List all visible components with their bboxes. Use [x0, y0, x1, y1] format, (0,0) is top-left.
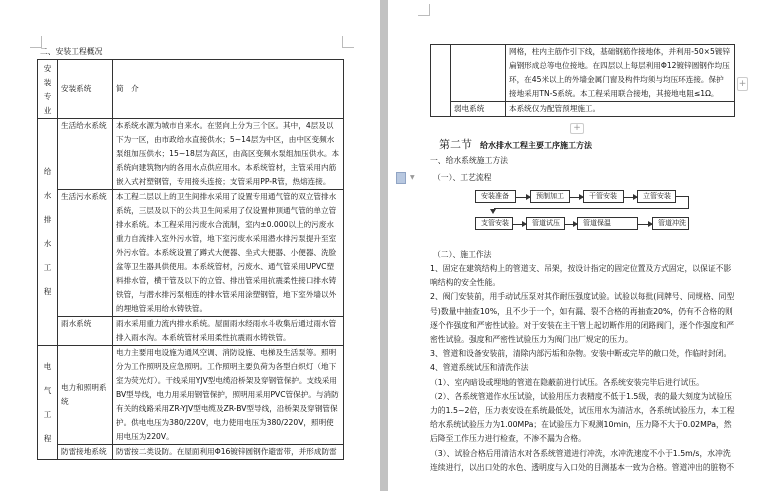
system-cell	[451, 45, 506, 102]
chapter-number: 第二节	[439, 138, 472, 151]
table-row	[38, 445, 344, 460]
flow-step: 预制加工	[530, 190, 570, 203]
system-cell: 生活污水系统	[58, 190, 113, 317]
flow-arrow	[624, 197, 637, 198]
table-row	[431, 45, 735, 102]
system-cell: 雨水系统	[58, 317, 113, 346]
section-heading: 二、安装工程概况	[40, 47, 103, 56]
system-cell: 防雷接地系统	[58, 445, 113, 460]
flow-step: 管道保温	[577, 217, 638, 230]
heading-3: （二）、施工作法	[433, 250, 492, 259]
body-text	[430, 262, 736, 475]
table-row	[38, 119, 344, 190]
flow-step: 干管安装	[583, 190, 624, 203]
flow-arrow	[490, 209, 496, 214]
flow-step: 支管安装	[475, 217, 513, 230]
heading-2: （一）、工艺流程	[433, 173, 492, 182]
table-row	[38, 317, 344, 346]
page-corner-mark	[418, 4, 430, 16]
chapter-title: 给水排水工程主要工序施工方法	[480, 141, 592, 150]
heading-1: 一、给水系统施工方法	[430, 156, 508, 165]
description-cell: 雨水采用重力流内排水系统。屋面雨水经雨水斗收集后通过雨水管排入雨水沟。本系统管材采用柔性抗震雨水铸铁管。	[113, 317, 344, 346]
flow-connector	[494, 208, 689, 209]
flow-step: 立管安装	[637, 190, 676, 203]
table-row	[38, 190, 344, 317]
page-gap	[380, 0, 388, 491]
system-cell: 弱电系统	[451, 102, 506, 117]
discipline-cell: 电气工程	[38, 346, 58, 460]
description-cell: 本系统仅为配管预埋施工。	[506, 102, 735, 117]
flow-arrow	[638, 224, 652, 225]
chevron-down-icon[interactable]: ▼	[410, 174, 415, 181]
paragraph: 4、管道系统试压和清洗作法	[430, 363, 529, 373]
system-cell: 生活给水系统	[58, 119, 113, 190]
table-row	[431, 102, 735, 117]
header-description: 简 介	[113, 60, 344, 119]
description-cell: 电力主要用电设施为通风空调、消防设施、电梯及生活泵等。照明分为工作照明及应急照明。工作照明主要负荷为各型白炽灯（地下室为荧光灯）。干线采用YJV型电缆沿桥架及穿钢管保护。支线采用BV型导线，电力用采用钢管保护，照明用采用PVC管保护。与消防有关的线路采用ZR-YJV型电缆及ZR-BV型导线，沿桥架及穿钢管保护。供电电压为380/220V，电力使用电压为380/220V，照明使用电压为220V。	[113, 346, 344, 445]
paste-options-icon[interactable]	[396, 172, 406, 184]
flow-step: 管道冲洗	[652, 217, 689, 230]
description-cell: 本工程二层以上的卫生间排水采用了设置专用通气管的双立管排水系统，三层及以下的公共卫生间采用了仅设置伸顶通气管的单立管排水系统。本工程采用污废水合流制，室内±0.000以上的污废水重力自流排入室外污水管，地下室污废水采用潜水排污泵提升至室外污水管。本系统设置了蹲式大便器、坐式大便器、小便器、洗脸盆等卫生器具供使用。本系统管材，污废水、通气管采用UPVC塑料排水管，横干管及以下的立管、排出管采用抗震柔性接口排水铸铁管，与潜水排污泵相连的排水管采用涂塑钢管，地下室外墙以外的埋地管采用给水铸铁管。	[113, 190, 344, 317]
system-cell: 电力和照明系统	[58, 346, 113, 445]
flow-arrow	[565, 224, 577, 225]
flow-arrow	[513, 224, 526, 225]
flow-arrow	[516, 197, 530, 198]
paragraph: 2、阀门安装前，用手动试压泵对其作耐压强度试验。试验以每批(同牌号、同规格、同型号)数量中抽查10%，且不少于一个，如有漏、裂不合格的再抽查20%，仍有不合格的则逐个作强度和严密性试验。对于安装在主干管上起切断作用的闭路阀门，逐个作强度和严密性试验。强度和严密性试验压力为阀门出厂规定的压力。	[430, 292, 735, 345]
paragraph: （3）、试验合格后用清洁水对各系统管道进行冲洗，水冲洗速度不小于1.5m/s，水冲洗连续进行，以出口处的水色、透明度与入口处的目测基本一致为合格。管道冲出的脏物不	[430, 448, 735, 472]
flow-arrow	[570, 197, 583, 198]
header-discipline: 安装专业	[38, 60, 58, 119]
paragraph: 1、固定在建筑结构上的管道支、吊架，按设计指定的固定位置及方式固定，以保证不影响结构的安全性能。	[430, 264, 732, 288]
description-cell: 防雷按二类设防。在屋面利用Φ16镀锌圆钢作避雷带，并形成防雷	[113, 445, 344, 460]
discipline-cell	[431, 45, 451, 117]
page-corner-mark	[342, 36, 354, 48]
paragraph: （1）、室内暗设或埋地的管道在隐蔽前进行试压。各系统安装完毕后进行试压。	[430, 377, 704, 387]
description-cell: 网格，柱内主筋作引下线，基础钢筋作接地体，并利用-50×5镀锌扁钢形成总等电位接地。在四层以上每层利用Φ12镀锌圆钢作均压环，在45米以上的外墙金属门窗及构件均须与均压环连接。保护接地采用TN-S系统。本工程采用联合接地，其接地电阻≤1Ω。	[506, 45, 735, 102]
table-continuation[interactable]	[430, 44, 735, 117]
table-row	[38, 346, 344, 445]
discipline-cell: 给水排水工程	[38, 119, 58, 346]
header-system: 安装系统	[58, 60, 113, 119]
installation-overview-table[interactable]	[37, 59, 344, 460]
description-cell: 本系统水源为城市自来水。在竖向上分为三个区。其中，4层及以下为一区，由市政给水直接供水；5~14层为中区，由中区变频水泵组加压供水；15~18层为高区，由高区变频水泵组加压供水。本系统向建筑物内的各用水点供应用水。本系统管材，主管采用内筋嵌入式衬塑钢管，专用接头连接；支管采用PP-R管，热熔连接。	[113, 119, 344, 190]
paragraph: 3、管道和设备安装前，清除内部污垢和杂物。安装中断或完毕的敞口处，作临时封闭。	[430, 349, 732, 359]
paragraph: （2）、各系统管道作水压试验，试验用压力表精度不低于1.5级，表的最大刻度为试验压力的1.5~2倍，压力表安设在系统最低处，试压用水为清洁水，各系统试验压力，本工程给水系统试验压力为1.00MPa；在试验压力下观测10min，压力降不大于0.02MPa，然后降至工作压力进行检查，不渗不漏为合格。	[430, 391, 735, 444]
document-page-right	[388, 0, 760, 491]
add-row-button[interactable]: +	[570, 123, 584, 134]
flow-step: 安装准备	[475, 190, 516, 203]
flow-step: 管道试压	[526, 217, 565, 230]
add-column-button[interactable]: +	[738, 79, 747, 89]
